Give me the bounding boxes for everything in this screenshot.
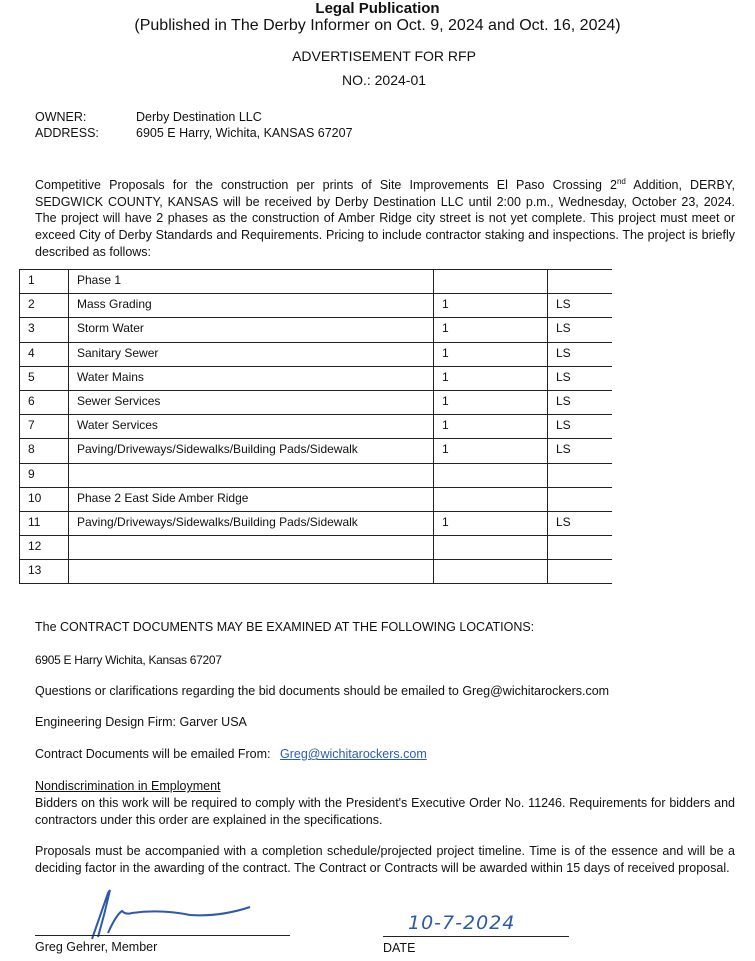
item-quantity: 1	[434, 366, 548, 390]
item-unit: LS	[548, 511, 612, 535]
table-row	[20, 439, 612, 463]
item-quantity: 1	[434, 342, 548, 366]
address-value: 6905 E Harry, Wichita, KANSAS 67207	[136, 126, 353, 140]
project-items-table	[19, 269, 612, 584]
examine-location-address: 6905 E Harry Wichita, Kansas 67207	[35, 653, 222, 667]
emailed-from-line	[35, 747, 427, 761]
email-link[interactable]: Greg@wichitarockers.com	[279, 747, 427, 761]
item-quantity	[434, 536, 548, 560]
date-line	[383, 936, 569, 937]
date-label: DATE	[383, 941, 416, 955]
examine-locations-text: The CONTRACT DOCUMENTS MAY BE EXAMINED AT THE FOLLOWING LOCATIONS:	[35, 620, 535, 634]
item-quantity	[434, 560, 548, 584]
item-description	[69, 463, 434, 487]
handwritten-date: 10-7-2024	[408, 912, 516, 934]
publication-title: Legal Publication	[315, 0, 440, 17]
signature-line	[35, 935, 290, 936]
item-description: Storm Water	[69, 318, 434, 342]
rfp-number: NO.: 2024-01	[341, 72, 427, 88]
item-number: 5	[20, 366, 69, 390]
item-description: Mass Grading	[69, 294, 434, 318]
engineering-firm-text: Engineering Design Firm: Garver USA	[35, 715, 247, 729]
item-description: Phase 2 East Side Amber Ridge	[69, 487, 434, 511]
item-unit: LS	[548, 439, 612, 463]
advertisement-heading: ADVERTISEMENT FOR RFP	[292, 48, 476, 64]
table-row	[20, 270, 612, 294]
item-quantity	[434, 270, 548, 294]
item-quantity: 1	[434, 390, 548, 414]
table-row	[20, 536, 612, 560]
publication-dates: (Published in The Derby Informer on Oct. 9, 2024 and Oct. 16, 2024)	[134, 17, 621, 34]
item-quantity	[434, 487, 548, 511]
table-row	[20, 560, 612, 584]
proposals-text: Proposals must be accompanied with a completion schedule/projected project timeline. Time is of the essence and will be a deciding factor in the awarding of the contract. The Contract or Contracts will be awarded within 15 days of received proposal.	[35, 844, 735, 875]
item-number: 11	[20, 511, 69, 535]
owner-value: Derby Destination LLC	[136, 110, 262, 124]
item-number: 4	[20, 342, 69, 366]
table-row	[20, 342, 612, 366]
item-quantity: 1	[434, 294, 548, 318]
item-number: 8	[20, 439, 69, 463]
item-unit: LS	[548, 415, 612, 439]
table-row	[20, 366, 612, 390]
item-unit	[548, 270, 612, 294]
item-description: Paving/Driveways/Sidewalks/Building Pads/Sidewalk	[69, 511, 434, 535]
item-quantity: 1	[434, 415, 548, 439]
item-unit	[548, 560, 612, 584]
table-row	[20, 390, 612, 414]
nondiscrimination-heading: Nondiscrimination in Employment	[35, 779, 221, 793]
item-unit: LS	[548, 342, 612, 366]
item-unit: LS	[548, 366, 612, 390]
intro-text-1: Competitive Proposals for the construction per prints of Site Improvements El Paso Crossing 2	[35, 178, 617, 193]
item-number: 12	[20, 536, 69, 560]
item-description: Sewer Services	[69, 390, 434, 414]
intro-superscript: nd	[616, 177, 626, 186]
item-number: 1	[20, 270, 69, 294]
item-unit: LS	[548, 294, 612, 318]
item-description: Water Mains	[69, 366, 434, 390]
item-number: 10	[20, 487, 69, 511]
item-description	[69, 560, 434, 584]
item-quantity: 1	[434, 439, 548, 463]
item-number: 9	[20, 463, 69, 487]
intro-text-2: Addition, DERBY, SEDGWICK COUNTY, KANSAS will be received by Derby Destination LLC until 2:00 p.m., Wednesday, October 23, 2024. The project will have 2 phases as the construction of Amber Ridge city street is not yet complete. This project must meet or exceed City of Derby Standards and Requirements. Pricing to include contractor staking and inspections. The project is briefly described as follows:	[35, 178, 735, 259]
signer-name: Greg Gehrer, Member	[35, 940, 158, 954]
item-quantity	[434, 463, 548, 487]
table-row	[20, 415, 612, 439]
signature-image	[60, 885, 280, 941]
item-number: 2	[20, 294, 69, 318]
intro-paragraph	[35, 174, 735, 260]
emailed-from-label: Contract Documents will be emailed From:	[35, 747, 271, 761]
item-number: 13	[20, 560, 69, 584]
item-quantity: 1	[434, 318, 548, 342]
item-unit	[548, 536, 612, 560]
item-number: 7	[20, 415, 69, 439]
item-description: Sanitary Sewer	[69, 342, 434, 366]
item-quantity: 1	[434, 511, 548, 535]
table-row	[20, 294, 612, 318]
owner-label: OWNER:	[35, 110, 87, 124]
questions-text: Questions or clarifications regarding the bid documents should be emailed to Greg@wichitarockers.com	[35, 684, 610, 698]
item-unit	[548, 487, 612, 511]
item-description	[69, 536, 434, 560]
item-description: Phase 1	[69, 270, 434, 294]
item-unit: LS	[548, 318, 612, 342]
item-unit: LS	[548, 390, 612, 414]
nondiscrimination-text: Bidders on this work will be required to comply with the President's Executive Order No. 11246. Requirements for bidders and contractors under this order are explained in the specifications.	[35, 796, 735, 827]
item-unit	[548, 463, 612, 487]
item-number: 3	[20, 318, 69, 342]
address-label: ADDRESS:	[35, 126, 99, 140]
table-row	[20, 318, 612, 342]
table-row	[20, 487, 612, 511]
item-number: 6	[20, 390, 69, 414]
item-description: Paving/Driveways/Sidewalks/Building Pads/Sidewalk	[69, 439, 434, 463]
item-description: Water Services	[69, 415, 434, 439]
table-row	[20, 463, 612, 487]
table-row	[20, 511, 612, 535]
